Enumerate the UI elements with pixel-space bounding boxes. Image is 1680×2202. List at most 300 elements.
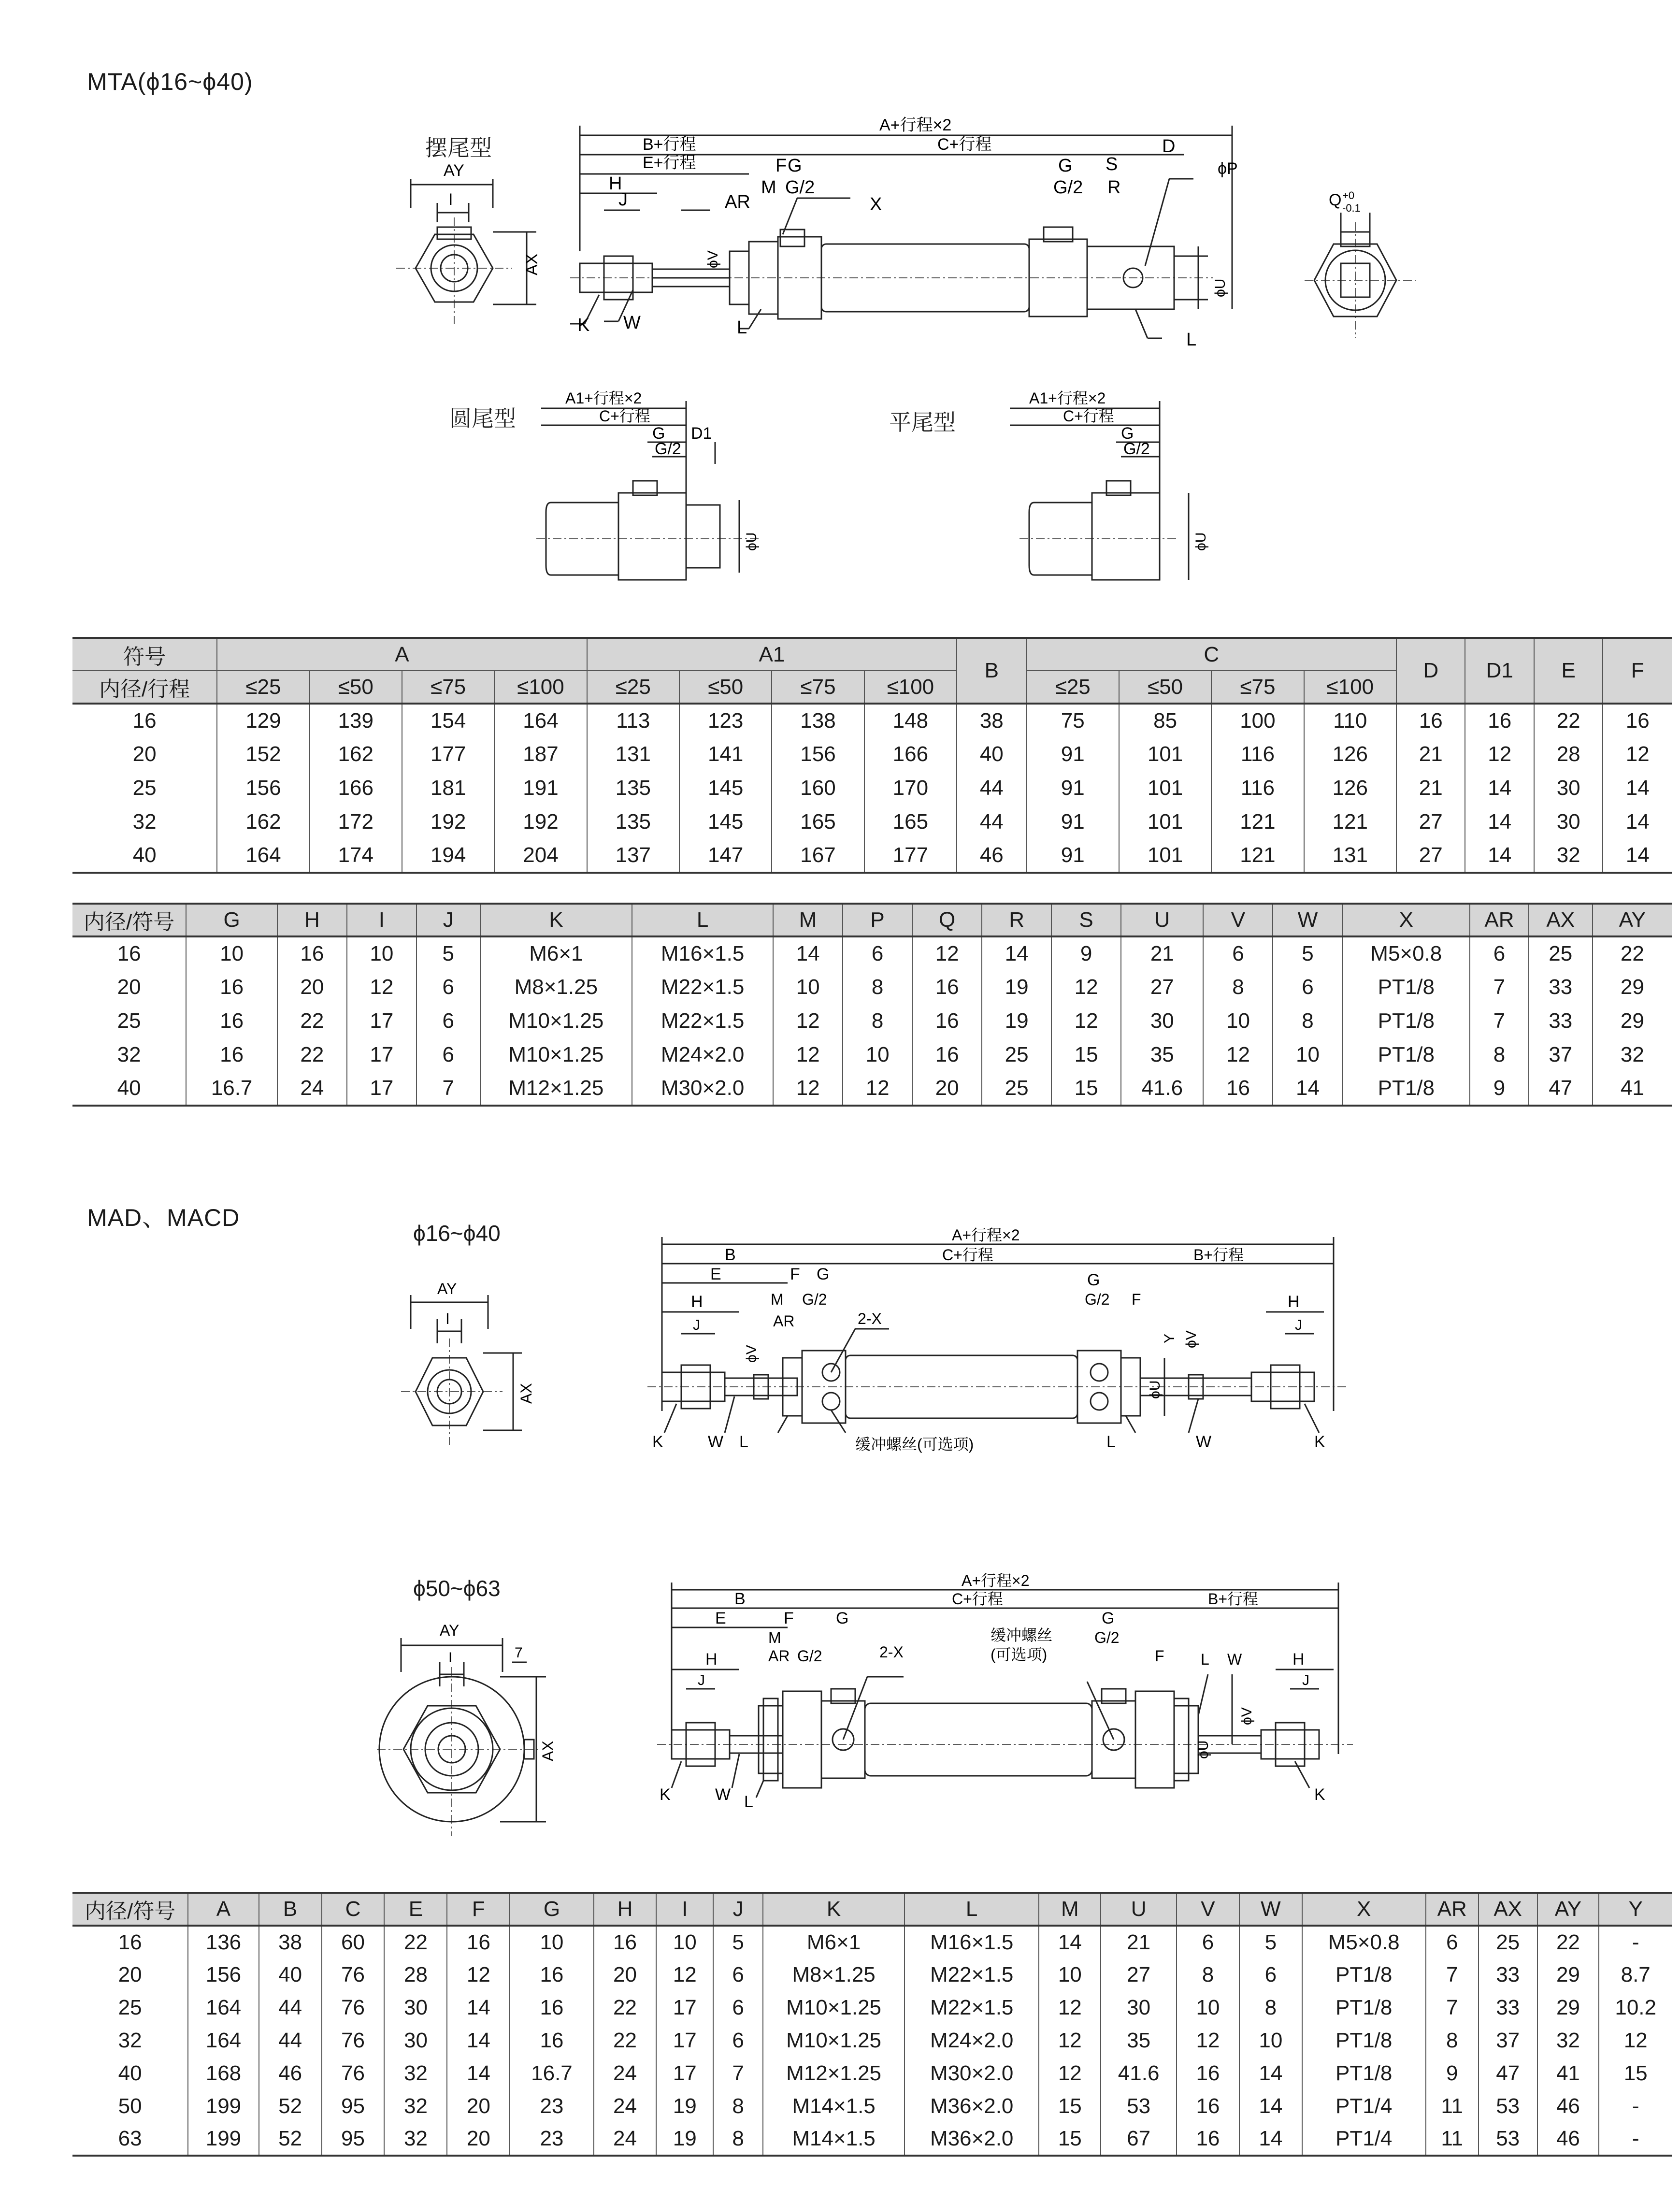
table3-header-cell: Y	[1599, 1893, 1672, 1926]
table-cell: M12×1.25	[480, 1072, 632, 1106]
table-cell: 46	[259, 2057, 322, 2090]
table2-header-cell: P	[843, 904, 912, 936]
table-cell: 14	[447, 1991, 510, 2024]
table-cell: 22	[594, 1991, 657, 2024]
mta-section-title: MTA(ϕ16~ϕ40)	[87, 68, 253, 95]
table-cell: 29	[1537, 1958, 1599, 1991]
label-ar: AR	[725, 192, 750, 212]
mad-large-cushion-line1: 缓冲螺丝	[991, 1626, 1053, 1644]
table-cell: 136	[188, 1926, 258, 1958]
table-cell: 199	[188, 2123, 258, 2156]
mad-large-label-k-rear: K	[1314, 1785, 1325, 1804]
bore-cell: 16	[72, 936, 186, 970]
table-cell: 9	[1426, 2057, 1479, 2090]
bore-cell: 25	[132, 776, 157, 800]
table1-c-le50: ≤50	[1119, 671, 1211, 704]
table-cell: 32	[384, 2123, 447, 2156]
mad-large-label-j-rear: J	[1302, 1672, 1309, 1688]
table-cell: 6	[416, 970, 480, 1004]
table-cell: 170	[864, 771, 957, 805]
table1-a1-le25: ≤25	[587, 671, 679, 704]
table-cell: 38	[259, 1926, 322, 1958]
label-h: H	[609, 173, 622, 194]
mta-table-g-ay	[72, 903, 1672, 1107]
label-k: K	[577, 315, 590, 335]
table-cell: 5	[1273, 936, 1342, 970]
table-cell: 24	[594, 2123, 657, 2156]
table-cell: 21	[1121, 936, 1203, 970]
table-cell: 19	[656, 2090, 713, 2123]
bore-cell: 25	[117, 1009, 141, 1033]
table-cell: 164	[217, 839, 309, 873]
table-cell: 147	[679, 839, 772, 873]
table-cell: 16.7	[510, 2057, 593, 2090]
table-cell: 14	[773, 936, 843, 970]
mad-label-j-front: J	[693, 1317, 700, 1333]
table-cell: 30	[1534, 771, 1603, 805]
table-cell: 14	[1465, 839, 1534, 873]
table3-header-cell: I	[656, 1893, 713, 1926]
table-cell: 30	[384, 2024, 447, 2057]
mad-large-label-l-front: L	[744, 1793, 753, 1811]
table-cell: 12	[912, 936, 982, 970]
table-cell: 53	[1479, 2123, 1537, 2156]
mad-label-g2-rear: G/2	[1085, 1291, 1110, 1308]
table-cell: 11	[1426, 2090, 1479, 2123]
table-cell: 41.6	[1121, 1072, 1203, 1106]
label-g2-flat: G/2	[1123, 440, 1150, 458]
table-cell: 16	[594, 1926, 657, 1958]
mad-large-label-f-rear: F	[1155, 1647, 1164, 1665]
table-cell: 95	[322, 2123, 385, 2156]
label-d: D	[1162, 136, 1176, 157]
label-x: X	[870, 194, 882, 215]
table-cell: 16	[1603, 704, 1672, 737]
table-cell: 28	[384, 1958, 447, 1991]
table-cell: 28	[1534, 737, 1603, 771]
table-cell: 16	[510, 1958, 593, 1991]
table3-header-cell: W	[1239, 1893, 1302, 1926]
table-cell: 95	[322, 2090, 385, 2123]
table-cell: 15	[1039, 2090, 1101, 2123]
table-cell: 116	[1211, 737, 1304, 771]
table2-header-cell: U	[1121, 904, 1203, 936]
table2-header-cell: H	[277, 904, 347, 936]
table-cell: M22×1.5	[905, 1991, 1039, 2024]
table-cell: 164	[188, 1991, 258, 2024]
table-row	[72, 771, 1672, 805]
table-cell: 166	[310, 771, 402, 805]
table-cell: M24×2.0	[632, 1038, 773, 1072]
mta-end-view	[396, 145, 551, 367]
table-cell: 33	[1529, 970, 1593, 1004]
table2-header-cell: AX	[1529, 904, 1593, 936]
table-cell: 101	[1119, 805, 1211, 839]
table-cell: 14	[1239, 2090, 1302, 2123]
table-cell: M8×1.25	[763, 1958, 905, 1991]
bore-cell: 20	[118, 1963, 142, 1986]
table-cell: 14	[447, 2024, 510, 2057]
table-cell: 14	[1603, 771, 1672, 805]
table-cell: M30×2.0	[905, 2057, 1039, 2090]
mad-large-label-2x: 2-X	[879, 1643, 904, 1661]
mad-large-dim-b-stroke-rear: B+行程	[1208, 1590, 1259, 1608]
table-cell: 91	[1027, 737, 1119, 771]
table-cell: M6×1	[480, 936, 632, 970]
table-cell: 41.6	[1101, 2057, 1177, 2090]
mad-large-label-m: M	[768, 1629, 781, 1646]
label-phi-v: ϕV	[705, 250, 721, 268]
table-cell: 21	[1101, 1926, 1177, 1958]
mad-side-view-small	[643, 1227, 1367, 1488]
dim-c-stroke-round: C+行程	[599, 407, 650, 425]
table-cell: 164	[494, 704, 587, 737]
round-type-label: 圆尾型	[449, 406, 516, 431]
table-cell: 192	[402, 805, 494, 839]
table-cell: 32	[1537, 2024, 1599, 2057]
table-cell: PT1/4	[1302, 2123, 1426, 2156]
table-cell: 12	[1039, 2024, 1101, 2057]
label-l-front: L	[737, 317, 747, 338]
table-cell: -	[1599, 2123, 1672, 2156]
table-cell: 172	[310, 805, 402, 839]
table-cell: M16×1.5	[632, 936, 773, 970]
table-cell: 32	[1593, 1038, 1672, 1072]
label-g-rear: G	[1058, 156, 1073, 176]
table-cell: 135	[587, 805, 679, 839]
table-cell: 17	[347, 1038, 416, 1072]
table-cell: 139	[310, 704, 402, 737]
table3-header-cell: A	[188, 1893, 258, 1926]
table-cell: 24	[594, 2057, 657, 2090]
table-cell: 6	[1470, 936, 1529, 970]
table-cell: 126	[1304, 771, 1396, 805]
mad-range-16-40: ϕ16~ϕ40	[413, 1221, 501, 1246]
table-cell: 27	[1396, 839, 1465, 873]
bore-cell: 16	[72, 1926, 188, 1958]
table-cell: 33	[1479, 1991, 1537, 2024]
table-cell: 22	[1537, 1926, 1599, 1958]
table2-header-cell: Q	[912, 904, 982, 936]
table-cell: 22	[277, 1004, 347, 1038]
table-cell: 19	[982, 1004, 1051, 1038]
table-cell: 145	[679, 771, 772, 805]
table-cell: 27	[1121, 970, 1203, 1004]
table-cell: M22×1.5	[632, 1004, 773, 1038]
table1-header-symbol: 符号	[72, 638, 217, 671]
table-cell: 38	[957, 704, 1027, 737]
table1-header-d1: D1	[1465, 638, 1534, 704]
table-cell: 131	[1304, 839, 1396, 873]
table-cell: 12	[1465, 737, 1534, 771]
table2-header-cell: L	[632, 904, 773, 936]
table-cell: 10	[773, 970, 843, 1004]
table-cell: 137	[587, 839, 679, 873]
table-cell: M12×1.25	[763, 2057, 905, 2090]
table-cell: 167	[772, 839, 864, 873]
mad-label-l-rear: L	[1106, 1433, 1116, 1451]
bore-cell: 20	[132, 742, 157, 766]
label-q-lower: -0.1	[1342, 202, 1361, 214]
table-cell: 60	[322, 1926, 385, 1958]
table-cell: 53	[1101, 2090, 1177, 2123]
table1-header-d: D	[1396, 638, 1465, 704]
table2-header-cell: M	[773, 904, 843, 936]
table-cell: 8	[713, 2090, 763, 2123]
table-cell: 12	[1039, 2057, 1101, 2090]
table-cell: 33	[1529, 1004, 1593, 1038]
table2-header-cell: J	[416, 904, 480, 936]
table-cell: M8×1.25	[480, 970, 632, 1004]
table-cell: 20	[912, 1072, 982, 1106]
table-cell: PT1/8	[1302, 2057, 1426, 2090]
table-row	[72, 737, 1672, 771]
table-cell: PT1/8	[1342, 1004, 1470, 1038]
table-cell: 5	[416, 936, 480, 970]
bore-cell: 40	[72, 839, 217, 873]
mad-label-ar: AR	[773, 1312, 795, 1330]
table-cell: 14	[1239, 2057, 1302, 2090]
table-cell: 32	[384, 2090, 447, 2123]
table-cell: 12	[843, 1072, 912, 1106]
table-cell: 166	[864, 737, 957, 771]
mad-label-w-front: W	[708, 1433, 724, 1451]
bore-cell: 50	[118, 2094, 142, 2118]
label-q-upper: +0	[1342, 189, 1355, 201]
label-q: Q	[1329, 191, 1342, 209]
table-cell: 162	[217, 805, 309, 839]
table-cell: 121	[1304, 805, 1396, 839]
table3-header-cell: B	[259, 1893, 322, 1926]
label-phi-u-round: ϕU	[744, 532, 760, 551]
table-cell: M5×0.8	[1302, 1926, 1426, 1958]
table-cell: 12	[1203, 1038, 1273, 1072]
table1-header-row1	[72, 638, 1672, 671]
table-cell: 35	[1101, 2024, 1177, 2057]
table-cell: 6	[416, 1038, 480, 1072]
bore-cell: 40	[118, 2061, 142, 2085]
mad-label-g-rear: G	[1087, 1271, 1100, 1289]
table1-header-b: B	[957, 638, 1027, 704]
table-cell: 32	[1534, 839, 1603, 873]
mad-large-label-ay: AY	[440, 1622, 459, 1639]
table3-header-cell: J	[713, 1893, 763, 1926]
table-cell: 35	[1121, 1038, 1203, 1072]
label-r: R	[1107, 177, 1121, 198]
table-cell: 7	[713, 2057, 763, 2090]
table-cell: 12	[1599, 2024, 1672, 2057]
table-cell: 37	[1479, 2024, 1537, 2057]
table-cell: 25	[1479, 1926, 1537, 1958]
table2-header-cell: W	[1273, 904, 1342, 936]
table-row	[72, 2090, 1672, 2123]
table-cell: 16	[1396, 704, 1465, 737]
table-cell: 29	[1593, 1004, 1672, 1038]
mad-label-b: B	[725, 1246, 736, 1264]
table-cell: PT1/8	[1302, 1991, 1426, 2024]
table1-header-a1: A1	[587, 638, 957, 671]
table-cell: 16	[912, 1004, 982, 1038]
bore-cell: 32	[132, 810, 157, 834]
table-cell: 12	[773, 1072, 843, 1106]
table-cell: 6	[713, 2024, 763, 2057]
table-cell: M22×1.5	[632, 970, 773, 1004]
table1-c-le25: ≤25	[1027, 671, 1119, 704]
table-cell: 165	[864, 805, 957, 839]
table-cell: 52	[259, 2090, 322, 2123]
table-cell: M30×2.0	[632, 1072, 773, 1106]
table-cell: 6	[1177, 1926, 1239, 1958]
table-row	[72, 2123, 1672, 2156]
table3-header-cell: 内径/符号	[72, 1893, 188, 1926]
table3-header-cell: H	[594, 1893, 657, 1926]
mad-range-50-63: ϕ50~ϕ63	[413, 1576, 501, 1601]
mad-large-label-ax: AX	[539, 1741, 557, 1761]
label-phi-u-flat: ϕU	[1193, 532, 1209, 551]
flat-tail-view	[1005, 382, 1227, 604]
mta-rear-end-view	[1305, 184, 1430, 348]
table-cell: 76	[322, 2057, 385, 2090]
mad-large-label-i: I	[448, 1650, 453, 1666]
bore-cell: 32	[117, 1043, 141, 1066]
table-cell: 21	[1396, 771, 1465, 805]
table-cell: 17	[347, 1004, 416, 1038]
mad-dim-c-stroke: C+行程	[942, 1246, 993, 1264]
mta-table-a-f	[72, 637, 1672, 874]
mad-label-phi-v-front: ϕV	[744, 1345, 760, 1363]
table3-header-cell: U	[1101, 1893, 1177, 1926]
mad-label-l-front: L	[739, 1433, 748, 1451]
mad-large-label-h-rear: H	[1292, 1650, 1305, 1669]
table-cell: 14	[1603, 805, 1672, 839]
table-cell: 9	[1470, 1072, 1529, 1106]
table-cell: 12	[1039, 1991, 1101, 2024]
table-cell: 25	[982, 1038, 1051, 1072]
table2-header-cell: V	[1203, 904, 1273, 936]
round-tail-drawing	[536, 382, 778, 604]
table-cell: 16	[186, 1004, 277, 1038]
label-g2-rear: G/2	[1053, 177, 1083, 198]
dim-a1-stroke-flat: A1+行程×2	[1029, 389, 1106, 407]
table-cell: 46	[1537, 2090, 1599, 2123]
table-cell: 16	[447, 1926, 510, 1958]
table-cell: 27	[1396, 805, 1465, 839]
mad-label-f: F	[790, 1265, 800, 1283]
table-cell: 12	[1603, 737, 1672, 771]
table-cell: 53	[1479, 2090, 1537, 2123]
mad-label-phi-u: ϕU	[1147, 1380, 1163, 1399]
label-g-flat: G	[1121, 424, 1134, 443]
table-cell: 8	[843, 1004, 912, 1038]
table-cell: 121	[1211, 839, 1304, 873]
table2-header-cell: X	[1342, 904, 1470, 936]
table-cell: 47	[1529, 1072, 1593, 1106]
table-cell: 23	[510, 2123, 593, 2156]
table-cell: 40	[259, 1958, 322, 1991]
table-cell: 16	[510, 2024, 593, 2057]
table-cell: 15	[1051, 1038, 1121, 1072]
table-cell: 44	[259, 2024, 322, 2057]
table-cell: 168	[188, 2057, 258, 2090]
table1-header-e: E	[1534, 638, 1603, 704]
table1-header-c: C	[1027, 638, 1396, 671]
mad-side-view-small-drawing	[643, 1227, 1367, 1488]
label-j: J	[618, 189, 628, 210]
table-cell: 41	[1593, 1072, 1672, 1106]
mta-side-view-drawing	[570, 106, 1266, 367]
table-cell: 76	[322, 1991, 385, 2024]
table-cell: 16	[912, 970, 982, 1004]
table-cell: 9	[1051, 936, 1121, 970]
table-cell: 8	[1470, 1038, 1529, 1072]
mad-label-h-front: H	[691, 1293, 703, 1311]
table3-header-cell: G	[510, 1893, 593, 1926]
table-cell: 14	[447, 2057, 510, 2090]
table-cell: 177	[864, 839, 957, 873]
table-cell: 85	[1119, 704, 1211, 737]
mad-label-ax: AX	[517, 1383, 535, 1404]
table-cell: 7	[416, 1072, 480, 1106]
table-cell: 187	[494, 737, 587, 771]
table2-header-cell: S	[1051, 904, 1121, 936]
table2-header-cell: K	[480, 904, 632, 936]
table-cell: 15	[1599, 2057, 1672, 2090]
table-cell: 25	[982, 1072, 1051, 1106]
table-cell: 14	[1465, 771, 1534, 805]
table-cell: 76	[322, 1958, 385, 1991]
table1-c-le75: ≤75	[1211, 671, 1304, 704]
table-cell: 110	[1304, 704, 1396, 737]
table-cell: 101	[1119, 771, 1211, 805]
table-cell: 7	[1470, 970, 1529, 1004]
table-cell: 20	[447, 2090, 510, 2123]
table-cell: 33	[1479, 1958, 1537, 1991]
table-cell: 46	[957, 839, 1027, 873]
table2-header-cell: G	[186, 904, 277, 936]
mad-label-phi-v-rear: ϕV	[1183, 1330, 1199, 1348]
mad-large-label-b: B	[734, 1590, 746, 1608]
table1-a-le75: ≤75	[402, 671, 494, 704]
table-cell: 8	[1203, 970, 1273, 1004]
table-cell: 14	[1465, 805, 1534, 839]
table3-header-cell: L	[905, 1893, 1039, 1926]
table-cell: 16	[1465, 704, 1534, 737]
table-cell: 174	[310, 839, 402, 873]
table-cell: 10	[1203, 1004, 1273, 1038]
label-g-front: G	[788, 156, 802, 176]
table-cell: 44	[259, 1991, 322, 2024]
dim-b-stroke: B+行程	[643, 135, 696, 154]
table-cell: 22	[384, 1926, 447, 1958]
mad-label-h-rear: H	[1288, 1293, 1300, 1311]
table-cell: 12	[347, 970, 416, 1004]
table-cell: 6	[1239, 1958, 1302, 1991]
mad-label-2x: 2-X	[858, 1310, 882, 1327]
mad-large-dim-a-stroke: A+行程×2	[962, 1572, 1030, 1589]
table-cell: 204	[494, 839, 587, 873]
mad-label-g2-front: G/2	[802, 1291, 827, 1308]
table-row	[72, 704, 1672, 737]
table-cell: M14×1.5	[763, 2123, 905, 2156]
table-cell: 12	[447, 1958, 510, 1991]
table-cell: 6	[713, 1958, 763, 1991]
table3-header-row	[72, 1893, 1672, 1926]
bore-cell: 32	[118, 2029, 142, 2052]
table-cell: 30	[1101, 1991, 1177, 2024]
mad-label-y: Y	[1162, 1333, 1177, 1343]
table-cell: 101	[1119, 737, 1211, 771]
table-cell: 121	[1211, 805, 1304, 839]
